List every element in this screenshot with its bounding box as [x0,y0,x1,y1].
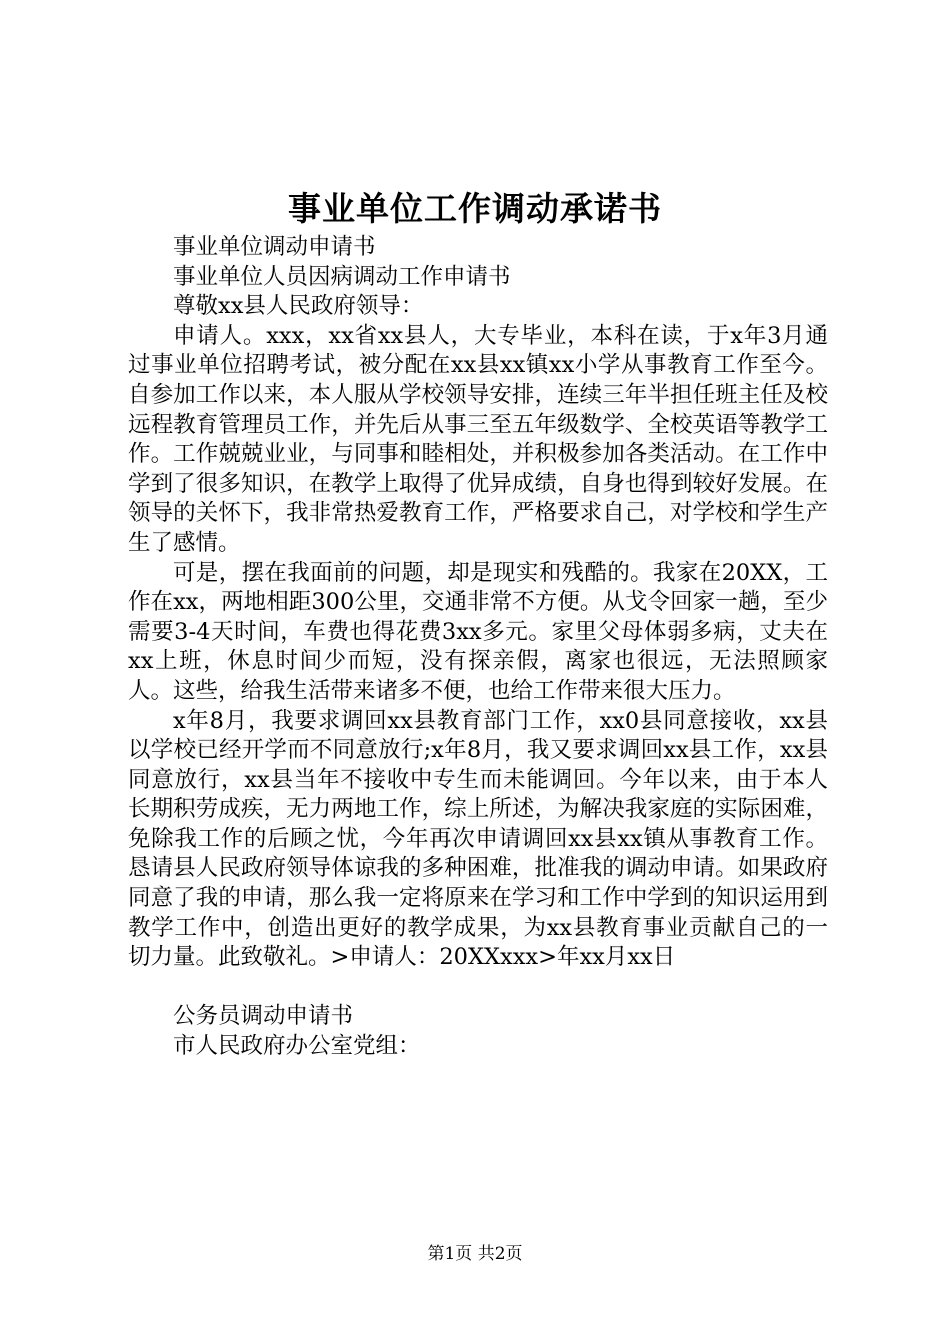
page-footer: 第1页 共2页 [427,1244,523,1264]
salutation-line: 市人民政府办公室党组： [173,1033,421,1060]
salutation-line: 尊敬xx县人民政府领导： [173,293,424,320]
subheading-line: 事业单位调动申请书 [173,234,376,260]
body-paragraph: 申请人。xxx，xx省xx县人，大专毕业，本科在读，于x年3月通过事业单位招聘考试，被分配在xx县xx镇xx小学从事教育工作至今。自参加工作以来，本人服从学校领导安排，连续三年半担任班主任及校远程教育管理员工作，并先后从事三至五年级数学、全校英语等教学工作。工作兢兢业业，与同事和睦相处，并积极参加各类活动。在工作中学到了很多知识，在教学上取得了优异成绩，自身也得到较好发展。在领导的关怀下，我非常热爱教育工作，严格要求自己，对学校和学生产生了感情。 [128,322,828,556]
paragraph-gap [128,973,828,1003]
subheading-line: 事业单位人员因病调动工作申请书 [173,263,511,290]
subheading-line: 公务员调动申请书 [173,1003,354,1030]
document-title: 事业单位工作调动承诺书 [288,189,662,228]
body-paragraph: x年8月，我要求调回xx县教育部门工作，xx0县同意接收，xx县以学校已经开学而不同意放行;x年8月，我又要求调回xx县工作，xx县同意放行，xx县当年不接收中专生而未能调回。今年以来，由于本人长期积劳成疾，无力两地工作，综上所述，为解决我家庭的实际困难，免除我工作的后顾之忧，今年再次申请调回xx县xx镇从事教育工作。恳请县人民政府领导体谅我的多种困难，批准我的调动申请。如果政府同意了我的申请，那么我一定将原来在学习和工作中学到的知识运用到教学工作中，创造出更好的教学成果，为xx县教育事业贡献自己的一切力量。此致敬礼。>申请人：20XXxxx>年xx月xx日 [128,707,828,971]
body-paragraph: 可是，摆在我面前的问题，却是现实和残酷的。我家在20XX，工作在xx，两地相距300公里，交通非常不方便。从戈令回家一趟，至少需要3-4天时间，车费也得花费3xx多元。家里父母体弱多病，丈夫在xx上班，休息时间少而短，没有探亲假，离家也很远，无法照顾家人。这些，给我生活带来诸多不便，也给工作带来很大压力。 [128,559,828,704]
document-body [128,233,828,1062]
